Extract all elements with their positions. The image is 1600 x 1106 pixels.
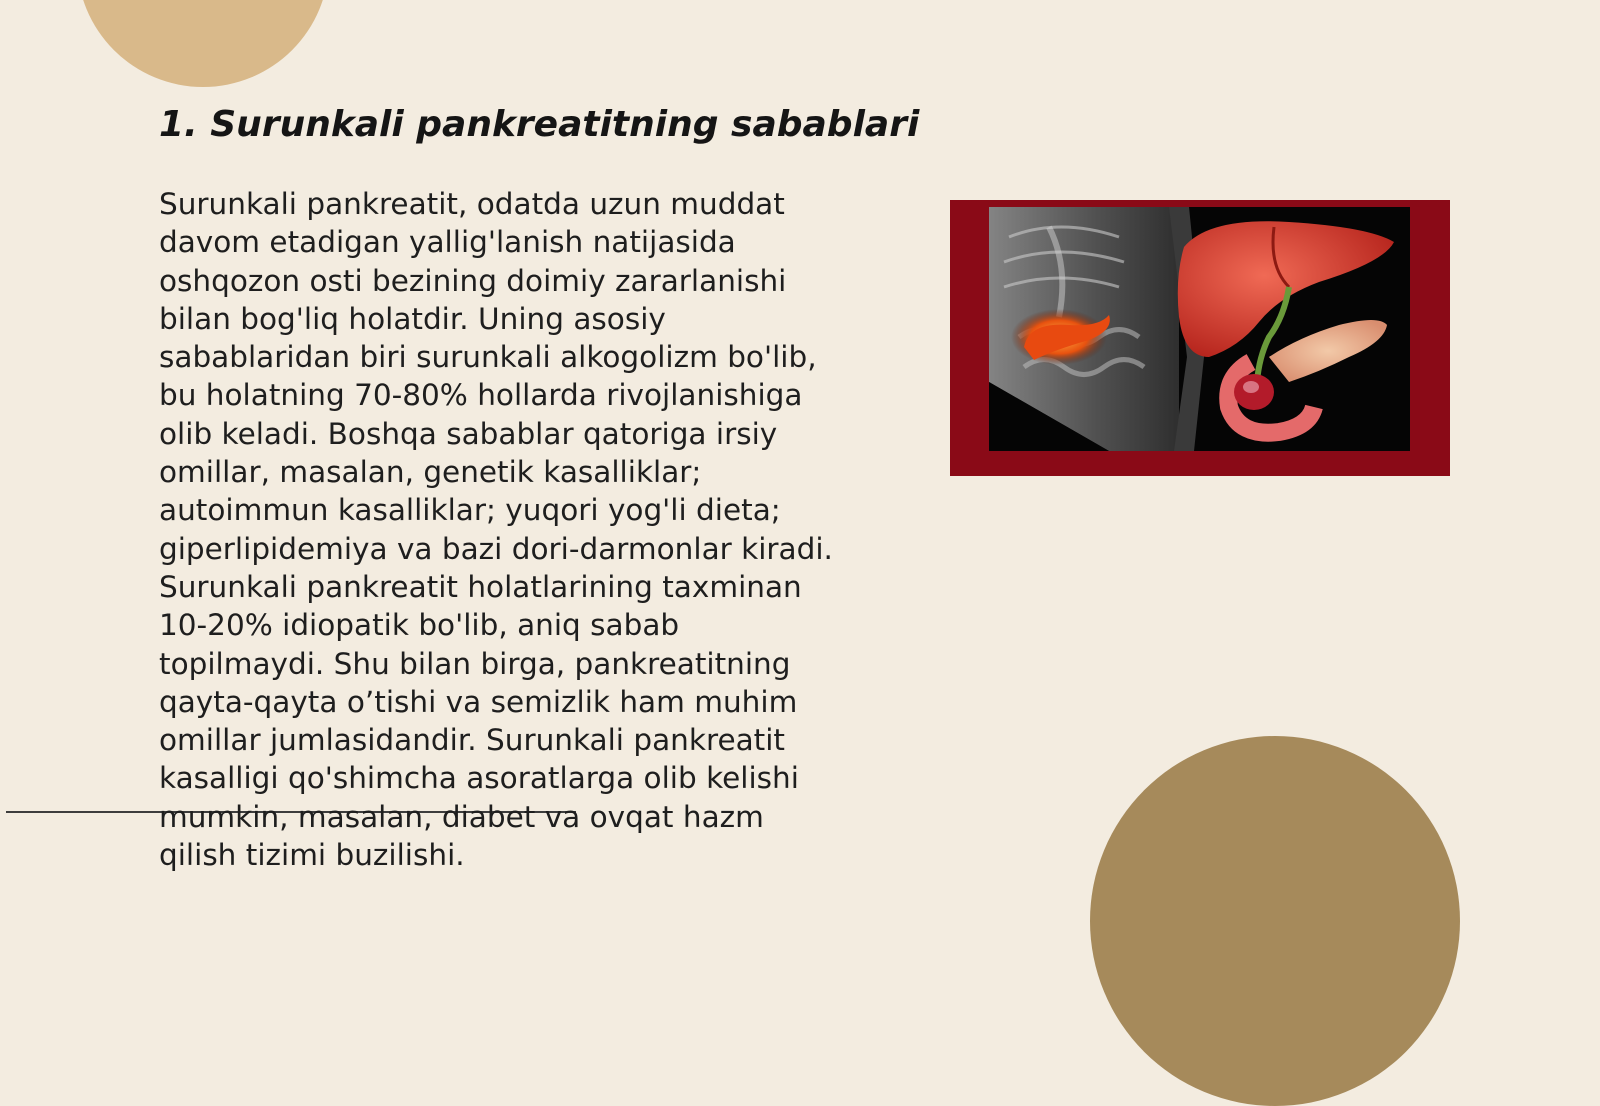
decorative-circle-top (77, 0, 329, 87)
pancreas-illustration (989, 207, 1410, 451)
pancreas-illustration-frame (950, 200, 1450, 476)
decorative-circle-bottom (1090, 736, 1460, 1106)
anatomy-illustration (989, 207, 1410, 451)
slide-body-text: Surunkali pankreatit, odatda uzun muddat davom etadigan yallig'lanish natijasida oshqozon osti bezining doimiy zararlanishi bilan bog'liq holatdir. Uning asosiy sabablaridan biri surunkali alkogolizm bo'lib, bu holatning 70-80% hollarda rivojlanishiga olib keladi. Boshqa sabablar qatoriga irsiy omillar, masalan, genetik kasalliklar; autoimmun kasalliklar; yuqori yog'li dieta; giperlipidemiya va bazi dori-darmonlar kiradi. Surunkali pankreatit holatlarining taxminan 10-20% idiopatik bo'lib, aniq sabab topilmaydi. Shu bilan birga, pankreatitning qayta-qayta o’tishi va semizlik ham muhim omillar jumlasidandir. Surunkali pankreatit kasalligi qo'shimcha asoratlarga olib kelishi mumkin, masalan, diabet va ovqat hazm qilish tizimi buzilishi. (159, 187, 833, 873)
slide-title: 1. Surunkali pankreatitning sabablari (159, 104, 920, 145)
